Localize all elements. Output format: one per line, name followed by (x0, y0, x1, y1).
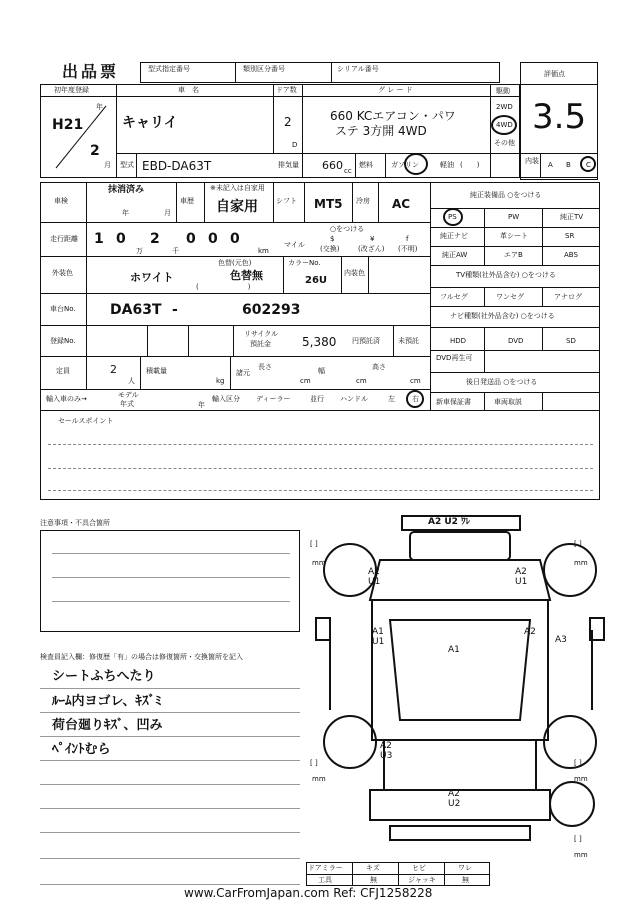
damage-left-door-2: U1 (372, 637, 385, 647)
inspection-label: 車検 (54, 197, 68, 205)
type-approval-label: 型式指定番号 (148, 65, 190, 73)
mileage-digit: 0 (230, 231, 240, 247)
damage-left-rear-2: U3 (380, 751, 393, 761)
mileage-digit: 2 (150, 231, 160, 247)
import-parallel: 並行 (310, 395, 324, 403)
drive-other: その他 (494, 139, 515, 147)
bracket-right-3: [ ] (574, 835, 582, 843)
inspector-note: ﾙｰﾑ内ヨゴレ、ｷｽﾞﾐ (52, 694, 162, 709)
oem-title: 純正装備品 ○をつける (470, 191, 542, 199)
sales-points-label: セールスポイント (58, 417, 114, 425)
tv-title: TV種類(社外品含む) ○をつける (456, 271, 556, 279)
bed-front (384, 740, 536, 790)
interior-c: C (586, 161, 591, 169)
mileage-digit: 1 (94, 231, 104, 247)
model-year-label: モデル (118, 391, 139, 399)
capacity-value: 2 (110, 363, 117, 376)
wheel-rear-right (544, 716, 596, 768)
recycle-value: 5,380 (302, 335, 337, 349)
legend-tools-value: 無 (370, 876, 377, 884)
damage-front-left: A2 (368, 567, 380, 577)
nav-hdd: HDD (450, 337, 467, 345)
mileage-swap-symbol: $ (330, 235, 335, 243)
drive-label: 駆動 (496, 87, 510, 95)
chassis-prefix: DA63T (110, 302, 162, 318)
after-title: 後日発送品 ○をつける (466, 378, 538, 386)
color-code-label: カラーNo. (288, 259, 321, 267)
grade-label: グ レ ー ド (378, 86, 413, 94)
nav-dvd: DVD (508, 337, 524, 345)
model-label: 型式 (120, 161, 134, 169)
doors-value: 2 (284, 115, 292, 129)
inspector-label: 検査員記入欄：修復歴「有」の場合は修復箇所・交換箇所を記入 (40, 653, 243, 661)
mileage-mod-symbol: ¥ (370, 235, 375, 243)
legend-scratch: キズ (366, 864, 380, 872)
oem-pw: PW (508, 213, 520, 221)
load-unit: kg (216, 377, 225, 385)
mm-label: mm (574, 559, 588, 567)
tv-oneseg: ワンセグ (496, 293, 524, 301)
mileage-man: 万 (136, 247, 143, 255)
legend-mirror: ドアミラー (308, 864, 343, 872)
recycle-unpaid: 未預託 (398, 337, 419, 345)
inspection-value: 抹消済み (108, 185, 145, 195)
color-value: ホワイト (130, 271, 174, 284)
oem-aw: 純正AW (442, 251, 468, 259)
tv-analog: アナログ (554, 293, 582, 301)
doors-label: ドア数 (276, 86, 297, 94)
import-label: 輸入車のみ→ (46, 395, 87, 403)
recycle-label-2: 預託金 (250, 340, 271, 348)
damage-front-right: A2 (515, 567, 527, 577)
grade-line2: ステ 3方開 4WD (335, 124, 427, 138)
month-unit: 月 (104, 161, 111, 169)
damage-rear: A2 (448, 789, 460, 799)
history-label: 車歴 (180, 197, 194, 205)
oem-nav: 純正ナビ (440, 232, 468, 240)
legend-crack: ヒビ (412, 864, 426, 872)
interior-a: A (548, 161, 553, 169)
interior-c-circle (580, 156, 596, 172)
inspector-note: 荷台廻りｷｽﾞ、凹み (52, 718, 163, 733)
rear-bumper (390, 826, 530, 840)
chassis-dash: - (172, 302, 178, 318)
history-note: ※未記入は自家用 (210, 184, 265, 192)
interior-color-label: 内装色 (344, 269, 365, 277)
width-unit: cm (356, 377, 367, 385)
interior-b: B (566, 161, 571, 169)
mileage-unknown-symbol: f (406, 235, 409, 243)
color-label: 外装色 (52, 269, 73, 277)
interior-label: 内装 (525, 157, 539, 165)
roof-panel (390, 620, 530, 720)
diesel-label: 軽油 (440, 161, 454, 169)
dvd-playback: DVD再生可 (436, 354, 473, 362)
mm-label: mm (574, 851, 588, 859)
tv-fullseg: フルセグ (440, 293, 468, 301)
score-label: 評価点 (544, 70, 565, 78)
chassis-label: 車台No. (50, 305, 76, 313)
inspection-month-unit: 月 (164, 209, 171, 217)
fuel-other: ( ) (460, 161, 480, 169)
fuel-value: ガソリン (391, 161, 419, 169)
capacity-label: 定員 (56, 367, 70, 375)
color-code: 26U (305, 275, 328, 286)
damage-right-side: A3 (555, 635, 567, 645)
drive-4wd: 4WD (496, 121, 513, 129)
damage-left-door: A1 (372, 627, 384, 637)
diagonal-divider (50, 100, 110, 172)
category-label: 類別区分番号 (243, 65, 285, 73)
inspector-note: ﾍﾟｲﾝﾄむら (52, 742, 111, 757)
wheel-rear-left (324, 716, 376, 768)
grade-line1: 660 KCエアコン・パワ (330, 109, 456, 123)
oem-ps-circle (443, 208, 463, 226)
bracket-right-2: [ ] (574, 759, 582, 767)
bracket-left-2: [ ] (310, 759, 318, 767)
notes-label: 注意事項・不具合箇所 (40, 519, 110, 527)
mm-label: mm (312, 559, 326, 567)
reg-month: 2 (90, 143, 100, 159)
mileage-sen: 千 (172, 247, 179, 255)
ac-label: 冷房 (356, 197, 370, 205)
mileage-swap: (交換) (320, 245, 340, 253)
sheet-title: 出品票 (62, 62, 120, 81)
nav-sd: SD (566, 337, 576, 345)
reg-year: H21 (52, 117, 84, 133)
fuel-circle (404, 153, 428, 175)
spare-circle (550, 782, 594, 826)
import-dealer: ディーラー (256, 395, 291, 403)
legend-break: ワレ (458, 864, 472, 872)
drive-4wd-circle (491, 115, 517, 135)
after-manual: 車両取説 (494, 398, 522, 406)
length-unit: cm (300, 377, 311, 385)
damage-right-door: A2 (524, 627, 536, 637)
legend-jack-value: 無 (462, 876, 469, 884)
repaint-label: 色替(元色) (218, 259, 252, 267)
displacement-unit: cc (344, 167, 352, 175)
import-year-unit: 年 (198, 401, 205, 409)
recycle-paid: 円預託済 (352, 337, 380, 345)
damage-rear-2: U2 (448, 799, 461, 809)
car-name: キャリイ (122, 115, 178, 131)
hood (410, 532, 510, 560)
legend-tools: 工具 (318, 876, 332, 884)
notes-box (40, 530, 300, 632)
inspection-year-unit: 年 (122, 209, 129, 217)
history-value: 自家用 (216, 199, 258, 215)
mirror-left (316, 618, 330, 640)
inspector-note: シートふちへたり (52, 669, 156, 684)
shift-value: MT5 (314, 197, 343, 211)
serial-label: シリアル番号 (337, 65, 379, 73)
recycle-label: リサイクル (244, 330, 279, 338)
doors-unit: D (292, 141, 298, 149)
bracket-left-1: [ ] (310, 540, 318, 548)
bracket-right-1: [ ] (574, 540, 582, 548)
capacity-unit: 人 (128, 377, 135, 385)
mileage-mile: マイル (284, 241, 305, 249)
damage-roof: A1 (448, 645, 460, 655)
repaint-orig: ( ) (196, 283, 251, 291)
model-year-label-2: 年式 (120, 400, 134, 408)
oem-leather: 革シート (500, 232, 528, 240)
shift-label: シフト (276, 197, 297, 205)
oem-ps: PS (448, 213, 457, 221)
footer-watermark: www.CarFromJapan.com Ref: CFJ1258228 (184, 886, 433, 900)
width-label: 幅 (318, 367, 325, 375)
score-value: 3.5 (532, 97, 587, 137)
damage-front-left-2: U1 (368, 577, 381, 587)
mileage-mod: (改ざん) (358, 245, 385, 253)
mileage-digit: 0 (116, 231, 126, 247)
after-warranty: 新車保証書 (436, 398, 471, 406)
import-type-label: 輸入区分 (212, 395, 240, 403)
length-label: 長さ (258, 363, 272, 371)
mileage-digit: 0 (208, 231, 218, 247)
mileage-km: km (258, 247, 269, 255)
oem-airbag: エアB (504, 251, 523, 259)
handle-right: 右 (412, 395, 419, 403)
year-unit: 年 (96, 103, 103, 111)
mm-label: mm (574, 775, 588, 783)
registration-label: 登録No. (50, 337, 76, 345)
damage-left-rear: A2 (380, 741, 392, 751)
ac-value: AC (392, 197, 411, 211)
legend-jack: ジャッキ (408, 876, 436, 884)
drive-2wd: 2WD (496, 103, 513, 111)
height-label: 高さ (372, 363, 386, 371)
damage-front: A2 U2 ﾜﾚ (428, 517, 471, 527)
height-unit: cm (410, 377, 421, 385)
header-id-box (140, 62, 500, 83)
load-label: 積載量 (146, 367, 167, 375)
oem-tv: 純正TV (560, 213, 584, 221)
dims-label: 諸元 (236, 369, 250, 377)
displacement-label: 排気量 (278, 161, 299, 169)
handle-right-circle (406, 390, 424, 408)
oem-sr: SR (565, 232, 575, 240)
first-reg-label: 初年度登録 (54, 86, 89, 94)
car-name-label: 車 名 (178, 86, 199, 94)
damage-front-right-2: U1 (515, 577, 528, 587)
model-code: EBD-DA63T (142, 159, 212, 173)
fuel-label: 燃料 (359, 161, 373, 169)
chassis-number: 602293 (242, 302, 301, 318)
handle-label: ハンドル (340, 395, 368, 403)
mileage-mark-note: ○をつける (330, 225, 365, 233)
wheel-front-right (544, 544, 596, 596)
mileage-digit: 0 (186, 231, 196, 247)
oem-abs: ABS (564, 251, 578, 259)
repaint-value: 色替無 (230, 269, 263, 282)
handle-left: 左 (388, 395, 395, 403)
mm-label: mm (312, 775, 326, 783)
mileage-unknown: (不明) (398, 245, 418, 253)
mileage-label: 走行距離 (50, 235, 78, 243)
nav-title: ナビ種類(社外品含む) ○をつける (450, 312, 555, 320)
displacement-value: 660 (322, 159, 343, 172)
